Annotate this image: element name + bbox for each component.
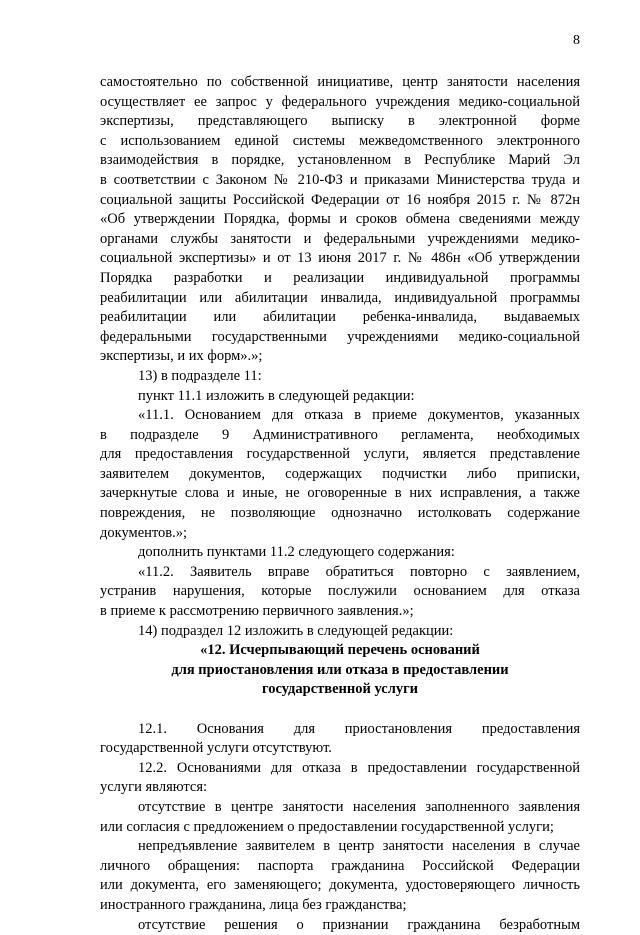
- item-13-point: пункт 11.1 изложить в следующей редакции:: [138, 387, 415, 404]
- heading-line: для приостановления или отказа в предоставлении: [171, 661, 509, 678]
- text-line: социальной защиты Российской Федерации от 16 ноября 2015 г. № 872н: [100, 191, 580, 208]
- paragraph-intro: [100, 73, 580, 367]
- paragraph-11-2: [100, 563, 580, 622]
- reason-1: [100, 798, 580, 837]
- paragraph-11-1: [100, 406, 580, 543]
- heading-line: государственной услуги: [261, 681, 419, 698]
- section-heading: [100, 641, 580, 700]
- supplement-line: дополнить пунктами 11.2 следующего содержания:: [138, 544, 455, 561]
- text-line: с использованием единой системы межведомственного электронного: [100, 132, 580, 149]
- text-line: социальной экспертизы» и от 13 июня 2017 г. № 486н «Об утверждении: [100, 250, 580, 267]
- blank-line: [100, 700, 580, 720]
- text-line: государственной услуги отсутствуют.: [100, 740, 332, 757]
- text-line: экспертизы, представляющего выписку в электронной форме: [100, 113, 580, 130]
- text-line: органами службы занятости и федеральными учреждениями медико-: [100, 230, 580, 247]
- item-14: 14) подраздел 12 изложить в следующей редакции:: [138, 622, 454, 639]
- text-line: для предоставления государственной услуги, является представление: [100, 446, 580, 463]
- paragraph-12-1: [100, 720, 580, 759]
- paragraph-12-2: [100, 759, 580, 798]
- text-line: заявителем документов, содержащих подчистки либо приписки,: [100, 465, 580, 482]
- page-number: 8: [573, 33, 580, 48]
- text-line: или согласия с предложением о предоставлении государственной услуги;: [100, 818, 554, 835]
- text-line: документов.»;: [100, 524, 188, 541]
- text-line: зачеркнутые слова и иные, не оговоренные в них исправления, а также: [100, 485, 580, 502]
- text-line: в соответствии с Законом № 210-ФЗ и приказами Министерства труда и: [100, 171, 580, 188]
- text-line: услуги являются:: [100, 779, 208, 796]
- text-line: в подразделе 9 Административного регламента, необходимых: [100, 426, 580, 443]
- text-line: самостоятельно по собственной инициативе, центр занятости населения: [100, 74, 580, 90]
- text-line: реабилитации или абилитации инвалида, индивидуальной программы: [100, 289, 580, 306]
- text-line: экспертизы, и их форм».»;: [100, 348, 263, 365]
- text-line: 12.1. Основания для приостановления предоставления: [138, 720, 580, 737]
- text-line: устранив нарушения, которые послужили основанием для отказа: [100, 583, 580, 600]
- text-line: реабилитации или абилитации ребенка-инвалида, выдаваемых: [100, 309, 580, 326]
- text-line: Порядка разработки и реализации индивидуальной программы: [100, 269, 580, 286]
- heading-line: «12. Исчерпывающий перечень оснований: [200, 642, 480, 659]
- text-line: непредъявление заявителем в центр занятости населения в случае: [138, 838, 580, 855]
- text-line: «Об утверждении Порядка, формы и сроков обмена сведениями между: [100, 211, 580, 228]
- text-line: «11.1. Основанием для отказа в приеме документов, указанных: [138, 407, 580, 424]
- text-line: «11.2. Заявитель вправе обратиться повторно с заявлением,: [138, 563, 580, 580]
- document-body: [100, 73, 580, 935]
- text-line: отсутствие решения о признании гражданина безработным: [138, 916, 580, 933]
- text-line: иностранного гражданина, лица без гражданства;: [100, 896, 407, 913]
- text-line: федеральными государственными учреждениями медико-социальной: [100, 328, 580, 345]
- text-line: или документа, его заменяющего; документа, удостоверяющего личность: [100, 877, 580, 894]
- reason-3: [100, 916, 580, 935]
- text-line: личного обращения: паспорта гражданина Российской Федерации: [100, 857, 580, 874]
- text-line: отсутствие в центре занятости населения заполненного заявления: [138, 798, 580, 815]
- text-line: 12.2. Основаниями для отказа в предоставлении государственной: [138, 759, 580, 776]
- text-line: осуществляет ее запрос у федерального учреждения медико-социальной: [100, 93, 580, 110]
- text-line: в приеме к рассмотрению первичного заявления.»;: [100, 603, 414, 620]
- text-line: взаимодействия в порядке, установленном в Республике Марий Эл: [100, 152, 580, 169]
- item-13: 13) в подразделе 11:: [138, 367, 262, 384]
- text-line: повреждения, не позволяющие однозначно истолковать содержание: [100, 505, 580, 522]
